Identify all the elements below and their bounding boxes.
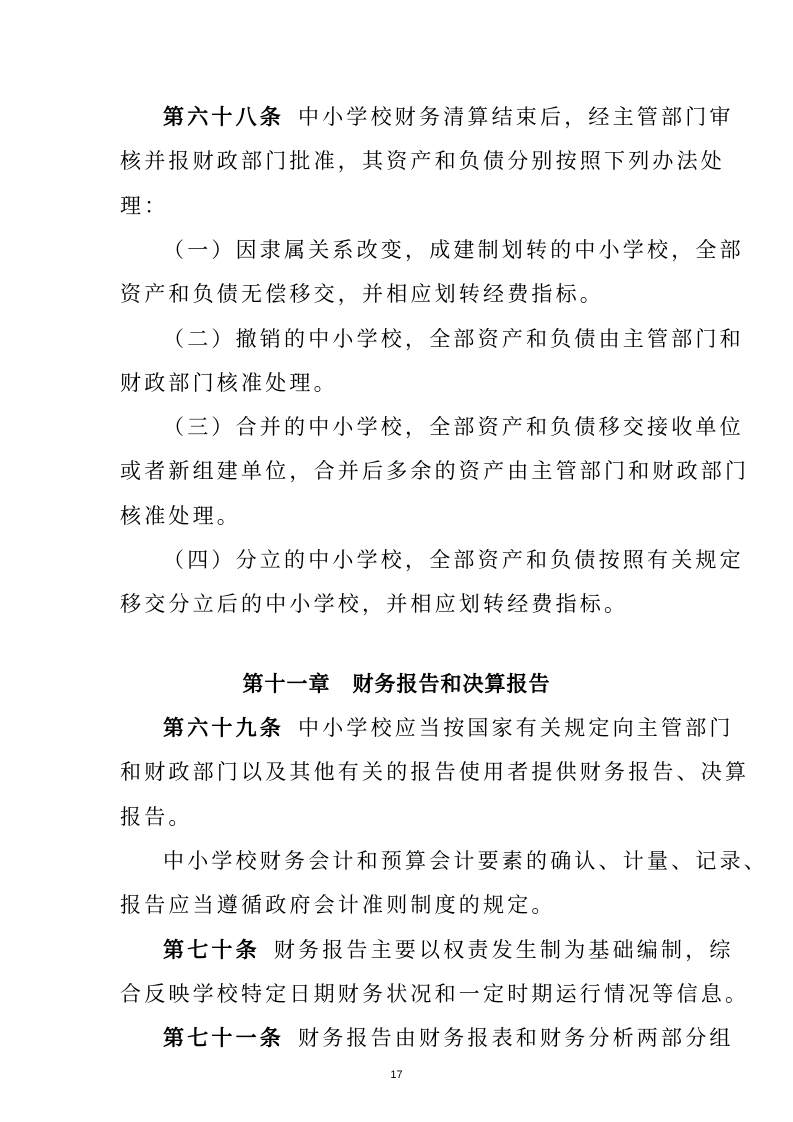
item-1-line-2: 资产和负债无偿移交，并相应划转经费指标。 [120,282,604,306]
item-2-line-1: （二）撤销的中小学校，全部资产和负债由主管部门和 [163,327,744,351]
item-3-line-1: （三）合并的中小学校，全部资产和负债移交接收单位 [163,415,744,439]
page-number: 17 [390,1069,403,1081]
paragraph-69b-line-1: 中小学校财务会计和预算会计要素的确认、计量、记录、 [163,849,768,873]
article-69-text-1: 中小学校应当按国家有关规定向主管部门 [298,716,734,740]
article-70-line-2: 合反映学校特定日期财务状况和一定时期运行情况等信息。 [120,982,750,1006]
paragraph-69b-line-2: 报告应当遵循政府会计准则制度的规定。 [120,893,556,917]
article-70-text-1: 财务报告主要以权责发生制为基础编制，综 [273,938,734,962]
article-70-label: 第七十条 [163,938,260,962]
article-68-line-1 [163,104,734,130]
article-69-label: 第六十九条 [163,716,284,740]
article-69-line-2: 和财政部门以及其他有关的报告使用者提供财务报告、决算 [120,760,750,784]
item-4-line-1: （四）分立的中小学校，全部资产和负债按照有关规定 [163,548,744,572]
article-68-line-3: 理： [120,194,169,218]
chapter-heading: 第十一章 财务报告和决算报告 [242,672,551,696]
article-68-line-2: 核并报财政部门批准，其资产和负债分别按照下列办法处 [120,149,725,173]
item-3-line-2: 或者新组建单位，合并后多余的资产由主管部门和财政部门 [120,459,750,483]
item-4-line-2: 移交分立后的中小学校，并相应划转经费指标。 [120,592,629,616]
article-70-line-1 [163,937,734,963]
item-3-line-3: 核准处理。 [120,504,241,528]
article-69-line-1 [163,715,734,741]
item-1-line-1: （一）因隶属关系改变，成建制划转的中小学校，全部 [163,238,744,262]
article-68-text-1: 中小学校财务清算结束后，经主管部门审 [298,105,734,129]
article-68-label: 第六十八条 [163,105,284,129]
article-71-label: 第七十一条 [163,1026,284,1050]
article-71-text-1: 财务报告由财务报表和财务分析两部分组 [298,1026,734,1050]
article-69-line-3: 报告。 [120,805,193,829]
item-2-line-2: 财政部门核准处理。 [120,371,338,395]
article-71-line-1 [163,1025,734,1051]
